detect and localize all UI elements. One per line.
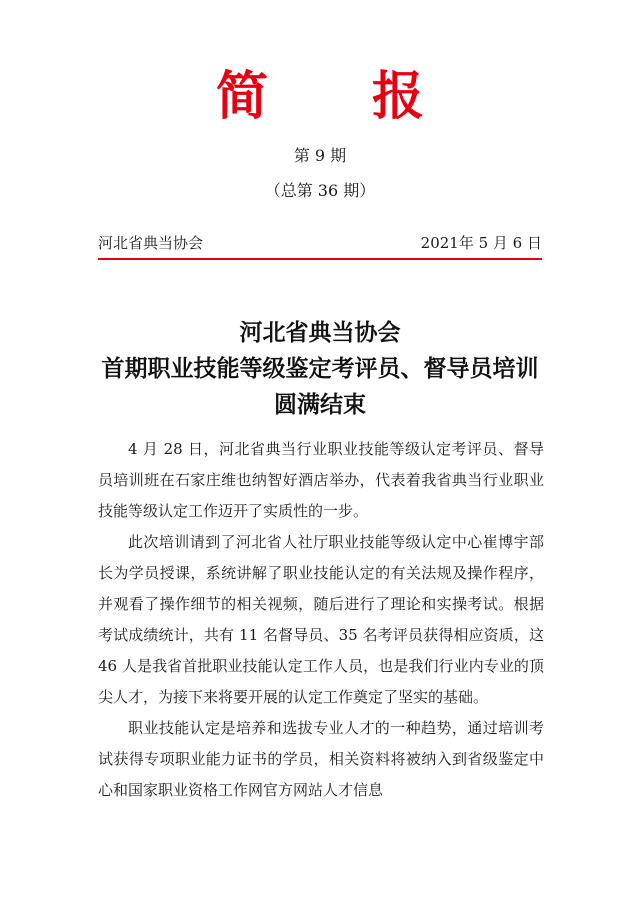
masthead-char-jian: 简 — [215, 67, 268, 127]
org-date-line — [98, 232, 542, 260]
article-headline — [40, 315, 600, 423]
publish-date: 2021年 5 月 6 日 — [420, 234, 542, 252]
body-paragraph-1: 4 月 28 日，河北省典当行业职业技能等级认定考评员、督导员培训班在石家庄维也纳智好酒店举办，代表着我省典当行业职业技能等级认定工作迈开了实质性的一步。 — [98, 440, 544, 520]
headline-line-1: 河北省典当协会 — [239, 320, 401, 346]
organization-name: 河北省典当协会 — [98, 234, 204, 252]
issue-number: 第 9 期 — [293, 146, 347, 165]
body-paragraph-3: 职业技能认定是培养和选拔专业人才的一种趋势，通过培训考试获得专项职业能力证书的学员，相关资料将被纳入到省级鉴定中心和国家职业资格工作网官方网站人才信息 — [98, 719, 544, 799]
masthead-title — [0, 62, 640, 132]
article-body — [98, 434, 544, 806]
headline-line-3: 圆满结束 — [274, 392, 366, 418]
issue-total: （总第 36 期） — [264, 181, 376, 200]
masthead-char-bao: 报 — [372, 67, 425, 127]
headline-line-2: 首期职业技能等级鉴定考评员、督导员培训 — [101, 356, 539, 382]
body-paragraph-2: 此次培训请到了河北省人社厅职业技能等级认定中心崔博宇部长为学员授课，系统讲解了职业技能认定的有关法规及操作程序，并观看了操作细节的相关视频，随后进行了理论和实操考试。根据考试成绩统计，共有 11 名督导员、35 名考评员获得相应资质，这 46 人是我省首批职业技能认定工作人员，也是我们行业内专业的顶尖人才，为接下来将要开展的认定工作奠定了坚实的基础。 — [98, 533, 544, 706]
